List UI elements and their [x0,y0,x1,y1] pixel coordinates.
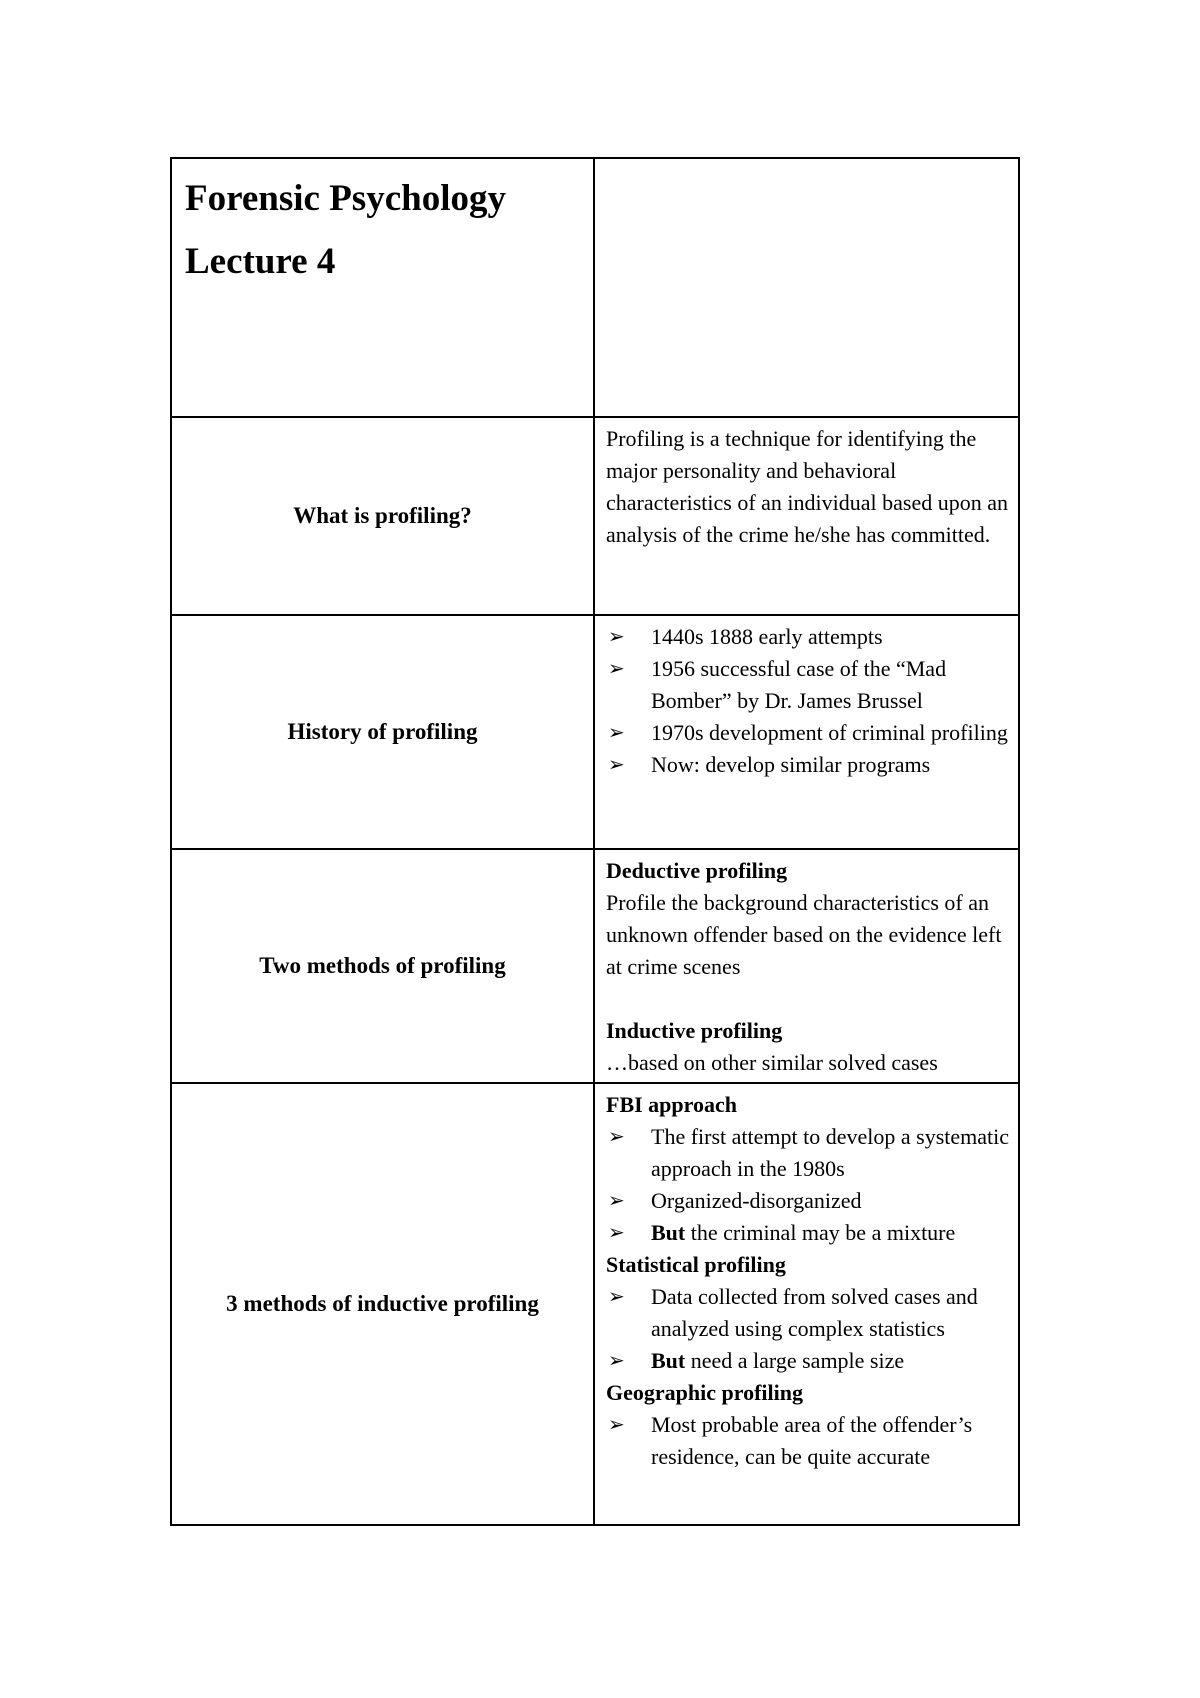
fbi-heading: FBI approach [606,1092,738,1117]
document-title [172,159,593,293]
arrow-bullet-icon: ➢ [608,1222,625,1244]
fbi-list [606,1121,1010,1249]
row-what-is-profiling [171,417,1019,615]
list-item: ➢ 1956 successful case of the “Mad Bomber” by Dr. James Brussel [606,653,1010,717]
list-item: ➢ Data collected from solved cases and analyzed using complex statistics [606,1281,1010,1345]
row-content [594,417,1019,615]
arrow-bullet-icon: ➢ [608,658,625,680]
row-label: Two methods of profiling [171,849,594,1083]
arrow-bullet-icon: ➢ [608,754,625,776]
statistical-heading: Statistical profiling [606,1252,786,1277]
geographic-list [606,1409,1010,1473]
history-list [606,621,1010,781]
row-label: 3 methods of inductive profiling [171,1083,594,1525]
arrow-bullet-icon: ➢ [608,1350,625,1372]
deductive-heading: Deductive profiling [606,858,788,883]
row-content [594,849,1019,1083]
list-item: ➢ But need a large sample size [606,1345,1010,1377]
notes-table [170,157,1020,1526]
arrow-bullet-icon: ➢ [608,1190,625,1212]
title-cell [171,158,594,417]
arrow-bullet-icon: ➢ [608,1286,625,1308]
arrow-bullet-icon: ➢ [608,626,625,648]
empty-cell [594,158,1019,417]
arrow-bullet-icon: ➢ [608,1126,625,1148]
inductive-heading: Inductive profiling [606,1018,783,1043]
deductive-text: Profile the background characteristics of an unknown offender based on the evidence left at crime scenes [606,890,1002,979]
row-content [594,1083,1019,1525]
row-label: History of profiling [171,615,594,849]
title-line-1: Forensic Psychology [185,178,506,219]
geographic-heading: Geographic profiling [606,1380,803,1405]
row-content [594,615,1019,849]
row-inductive-methods [171,1083,1019,1525]
list-item: ➢ Now: develop similar programs [606,749,1010,781]
list-item: ➢ 1970s development of criminal profiling [606,717,1010,749]
row-history [171,615,1019,849]
title-row [171,158,1019,417]
definition-text: Profiling is a technique for identifying the major personality and behavioral characteristics of an individual based upon an analysis of the crime he/she has committed. [606,426,1008,547]
arrow-bullet-icon: ➢ [608,1414,625,1436]
list-item: ➢ The first attempt to develop a systematic approach in the 1980s [606,1121,1010,1185]
title-line-2: Lecture 4 [185,241,336,282]
list-item: ➢ But the criminal may be a mixture [606,1217,1010,1249]
list-item: ➢ Organized-disorganized [606,1185,1010,1217]
list-item: ➢ Most probable area of the offender’s residence, can be quite accurate [606,1409,1010,1473]
arrow-bullet-icon: ➢ [608,722,625,744]
row-label: What is profiling? [171,417,594,615]
row-two-methods [171,849,1019,1083]
statistical-list [606,1281,1010,1377]
inductive-text: …based on other similar solved cases [606,1050,938,1075]
list-item: ➢ 1440s 1888 early attempts [606,621,1010,653]
